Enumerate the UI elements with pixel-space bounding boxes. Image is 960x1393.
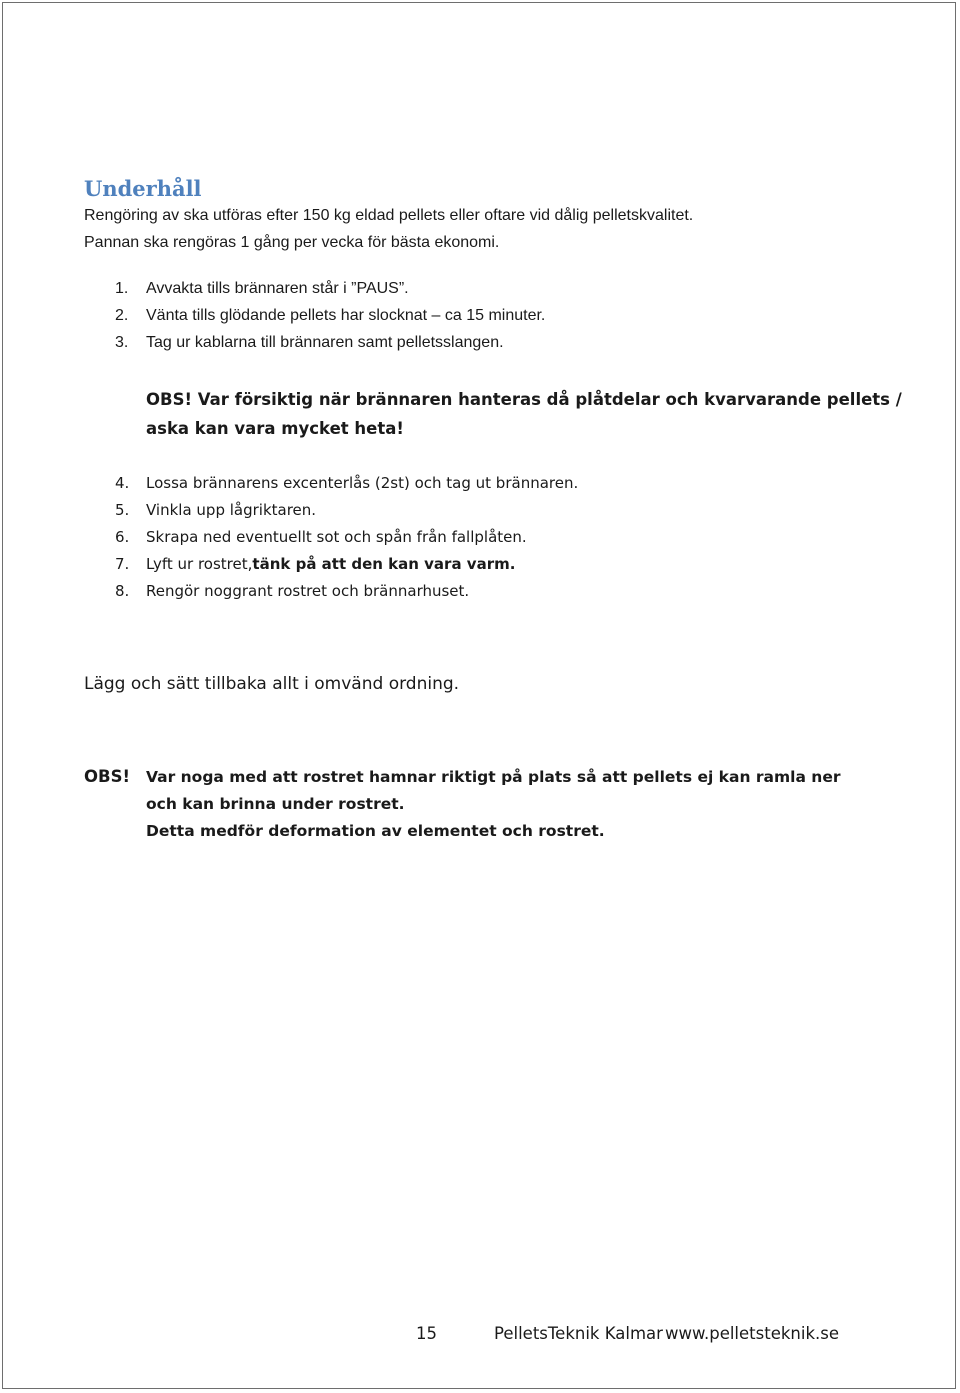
step-text: Tag ur kablarna till brännaren samt pelletsslangen. <box>146 334 504 351</box>
page-number: 15 <box>416 1324 437 1343</box>
step-text: Vänta tills glödande pellets har slocknat – ca 15 minuter. <box>146 307 546 324</box>
section-heading: Underhåll <box>84 176 202 201</box>
step-number: 5. <box>115 501 130 519</box>
step-number: 8. <box>115 582 130 600</box>
step-text: Rengör noggrant rostret och brännarhuset. <box>146 582 470 600</box>
step-text: Lossa brännarens excenterlås (2st) och tag ut brännaren. <box>146 474 579 492</box>
summary-text: Lägg och sätt tillbaka allt i omvänd ordning. <box>84 674 460 694</box>
step-text <box>146 555 515 573</box>
warning-label: OBS! <box>146 390 193 409</box>
step-number: 7. <box>115 555 130 573</box>
step-number: 6. <box>115 528 130 546</box>
warning-2-label: OBS! <box>84 767 131 786</box>
step-number: 4. <box>115 474 130 492</box>
intro-line-2: Pannan ska rengöras 1 gång per vecka för bästa ekonomi. <box>84 234 500 251</box>
step-text: Vinkla upp lågriktaren. <box>146 501 317 519</box>
step-number: 3. <box>115 334 129 351</box>
warning-2-line-2: och kan brinna under rostret. <box>146 795 405 813</box>
warning-1-text: Var försiktig när brännaren hanteras då plåtdelar och kvarvarande pellets / <box>192 390 902 409</box>
intro-line-1: Rengöring av ska utföras efter 150 kg eldad pellets eller oftare vid dålig pelletskvalitet. <box>84 207 694 224</box>
footer-website: www.pelletsteknik.se <box>665 1324 839 1343</box>
warning-1-line-2: aska kan vara mycket heta! <box>146 419 404 438</box>
step-number: 1. <box>115 280 129 297</box>
step-text: Avvakta tills brännaren står i ”PAUS”. <box>146 280 409 297</box>
step-number: 2. <box>115 307 129 324</box>
warning-2-line-1: Var noga med att rostret hamnar riktigt på plats så att pellets ej kan ramla ner <box>146 768 841 786</box>
step-text-regular: Lyft ur rostret, <box>146 555 253 573</box>
step-text-bold: tänk på att den kan vara varm. <box>252 555 516 573</box>
step-text: Skrapa ned eventuellt sot och spån från fallplåten. <box>146 528 527 546</box>
warning-2-line-3: Detta medför deformation av elementet och rostret. <box>146 822 605 840</box>
footer-company: PelletsTeknik Kalmar <box>494 1324 663 1343</box>
warning-1-line-1 <box>146 390 902 409</box>
